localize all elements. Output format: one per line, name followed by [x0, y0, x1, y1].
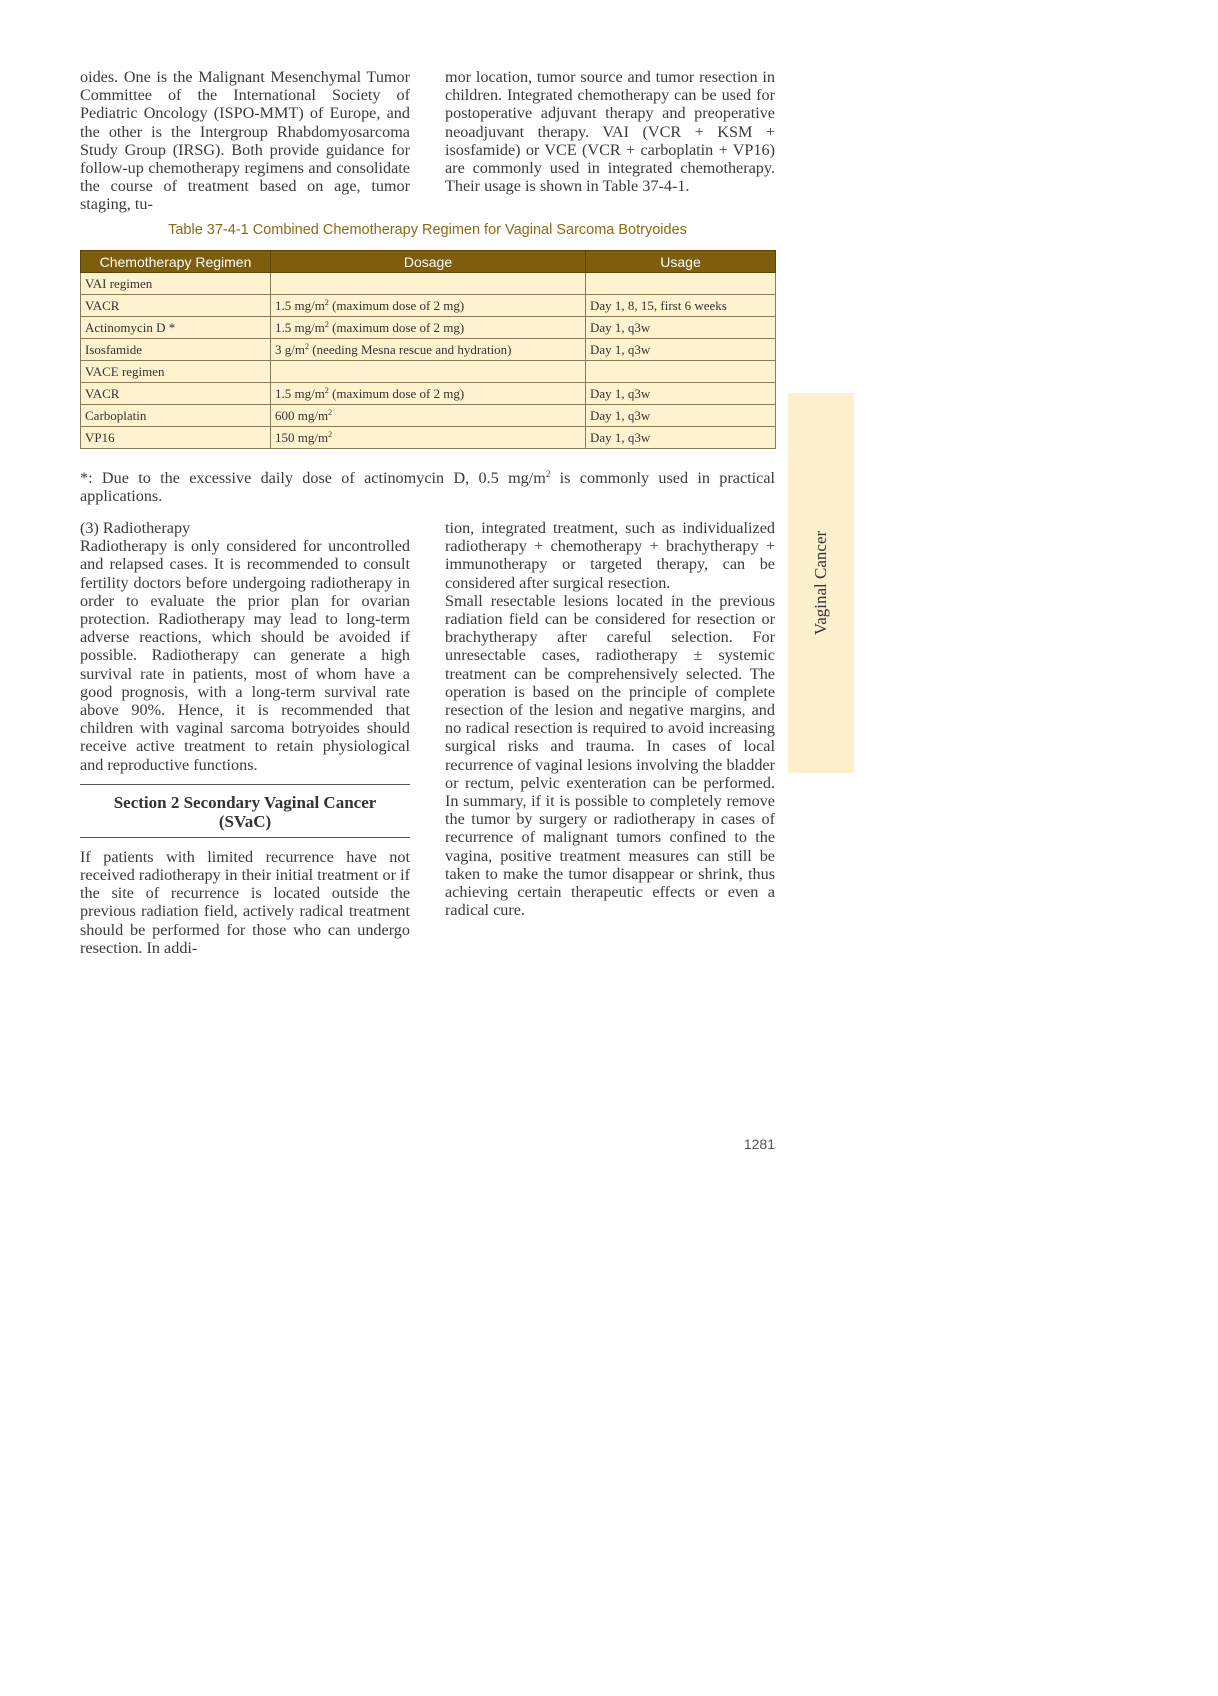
table-row — [81, 317, 776, 339]
regimen-cell: Actinomycin D * — [81, 317, 271, 339]
table-row — [81, 295, 776, 317]
section-heading: Section 2 Secondary Vaginal Cancer (SVaC) — [80, 784, 410, 838]
dosage-cell: 150 $mg/m^2$ — [271, 427, 586, 449]
table-row — [81, 405, 776, 427]
dosage-cell: 600 $mg/m^2$ — [271, 405, 586, 427]
paragraph: tion, integrated treatment, such as individualized radiotherapy + chemotherapy + brachytherapy + immunotherapy or targeted therapy, can be considered after surgical resection. — [445, 519, 775, 592]
table-footnote: *: Due to the excessive daily dose of actinomycin D, 0.5 $mg/m^2$ is commonly used in practical applications. — [80, 469, 775, 506]
text-column-top-right — [445, 68, 775, 195]
table-caption: Table 37-4-1 Combined Chemotherapy Regimen for Vaginal Sarcoma Botryoides — [168, 222, 687, 238]
page-number: 1281 — [743, 1136, 775, 1152]
table-row — [81, 427, 776, 449]
paragraph: oides. One is the Malignant Mesenchymal Tumor Committee of the International Society of Pediatric Oncology (ISPO-MMT) of Europe, and the other is the Intergroup Rhabdomyosarcoma Study Group (IRSG). Both provide guidance for follow-up chemotherapy regimens and consolidate the course of treatment based on age, tumor staging, tu- — [80, 68, 410, 214]
dosage-cell — [271, 361, 586, 383]
dosage-cell — [271, 273, 586, 295]
usage-cell: Day 1, q3w — [586, 317, 776, 339]
chapter-tab-label: Vaginal Cancer — [811, 530, 830, 636]
table-header-row — [81, 251, 776, 273]
paragraph: Radiotherapy is only considered for uncontrolled and relapsed cases. It is recommended to consult fertility doctors before undergoing radiotherapy in order to evaluate the prior plan for ovarian protection. Radiotherapy may lead to long-term adverse reactions, which should be avoided if possible. Radiotherapy can generate a high survival rate in patients, most of whom have a good prognosis, with a long-term survival rate above 90%. Hence, it is recommended that children with vaginal sarcoma botryoides should receive active treatment to retain physiological and reproductive functions. — [80, 537, 410, 774]
chemotherapy-table — [80, 250, 776, 449]
table-row — [81, 383, 776, 405]
table-row — [81, 361, 776, 383]
usage-cell — [586, 273, 776, 295]
text-column-bottom-left — [80, 519, 410, 957]
dosage-cell: 1.5 $mg/m^2$ (maximum dose of 2 mg) — [271, 383, 586, 405]
usage-cell: Day 1, 8, 15, first 6 weeks — [586, 295, 776, 317]
regimen-cell: VAI regimen — [81, 273, 271, 295]
paragraph: Small resectable lesions located in the previous radiation field can be considered for resection or brachytherapy after careful selection. For unresectable cases, radiotherapy ± systemic treatment can be comprehensively selected. The operation is based on the principle of complete resection of the lesion and negative margins, and no radical resection is required to avoid increasing surgical risks and trauma. In cases of local recurrence of vaginal lesions involving the bladder or rectum, pelvic exenteration can be performed. In summary, if it is possible to completely remove the tumor by surgery or radiotherapy in cases of recurrence of malignant tumors confined to the vagina, positive treatment measures can still be taken to make the tumor disappear or shrink, thus achieving certain therapeutic effects or even a radical cure. — [445, 591, 775, 920]
text-column-top-left — [80, 68, 410, 214]
regimen-cell: VACR — [81, 383, 271, 405]
paragraph: mor location, tumor source and tumor resection in children. Integrated chemotherapy can be used for postoperative adjuvant therapy and preoperative neoadjuvant therapy. VAI (VCR + KSM + isosfamide) or VCE (VCR + carboplatin + VP16) are commonly used in integrated chemotherapy. Their usage is shown in Table 37-4-1. — [445, 68, 775, 196]
regimen-cell: VACR — [81, 295, 271, 317]
table-row — [81, 339, 776, 361]
dosage-cell: 1.5 $mg/m^2$ (maximum dose of 2 mg) — [271, 295, 586, 317]
chapter-side-tab — [788, 393, 854, 773]
column-header: Chemotherapy Regimen — [81, 251, 271, 273]
usage-cell: Day 1, q3w — [586, 383, 776, 405]
usage-cell: Day 1, q3w — [586, 339, 776, 361]
table-row — [81, 273, 776, 295]
usage-cell: Day 1, q3w — [586, 427, 776, 449]
usage-cell: Day 1, q3w — [586, 405, 776, 427]
usage-cell — [586, 361, 776, 383]
paragraph: If patients with limited recurrence have not received radiotherapy in their initial treatment or if the site of recurrence is located outside the previous radiation field, actively radical treatment should be performed for those who can undergo resection. In addi- — [80, 847, 410, 957]
dosage-cell: 1.5 $mg/m^2$ (maximum dose of 2 mg) — [271, 317, 586, 339]
dosage-cell: 3 $g/m^2$ (needing Mesna rescue and hydration) — [271, 339, 586, 361]
regimen-cell: VP16 — [81, 427, 271, 449]
regimen-cell: Carboplatin — [81, 405, 271, 427]
column-header: Dosage — [271, 251, 586, 273]
subsection-heading: (3) Radiotherapy — [80, 519, 191, 537]
regimen-cell: VACE regimen — [81, 361, 271, 383]
text-column-bottom-right — [445, 519, 775, 919]
column-header: Usage — [586, 251, 776, 273]
regimen-cell: Isosfamide — [81, 339, 271, 361]
